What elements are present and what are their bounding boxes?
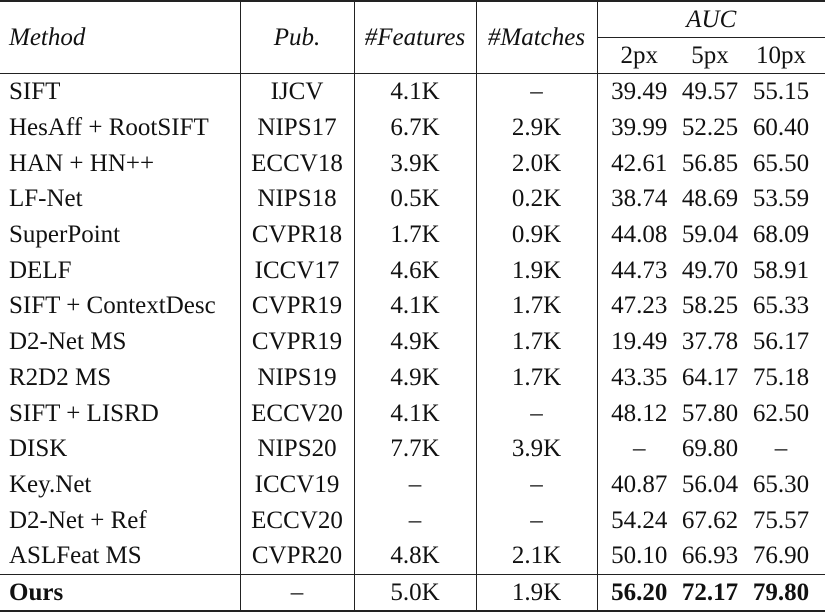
header-method: Method	[9, 24, 86, 51]
table-row	[0, 467, 825, 503]
table-row	[0, 145, 825, 181]
cell-method: SIFT + LISRD	[9, 399, 159, 427]
cell-features: 1.7K	[354, 217, 476, 253]
cell-features: 3.9K	[354, 145, 476, 181]
cell-auc-10px: 60.40	[752, 114, 810, 142]
cell-auc-2px: 56.20	[597, 574, 675, 611]
cell-auc-2px: 44.73	[597, 252, 675, 288]
cell-auc-2px: 38.74	[597, 181, 675, 217]
cell-method: DELF	[9, 256, 72, 284]
cell-auc-5px: 72.17	[681, 578, 739, 606]
cell-pub: ICCV17	[240, 252, 354, 288]
cell-matches: 2.9K	[476, 110, 597, 146]
cell-auc-10px: 65.50	[752, 149, 810, 177]
cell-pub: ECCV18	[240, 145, 354, 181]
cell-features: 5.0K	[354, 574, 476, 611]
cell-pub: IJCV	[240, 74, 354, 110]
cell-auc-5px: 52.25	[681, 114, 739, 142]
cell-method: HesAff + RootSIFT	[9, 114, 209, 142]
cell-method: LF-Net	[9, 185, 83, 213]
cell-pub: NIPS17	[240, 110, 354, 146]
cell-features: 6.7K	[354, 110, 476, 146]
cell-auc-10px: 76.90	[752, 542, 810, 570]
cell-matches: 1.9K	[476, 252, 597, 288]
cell-auc-2px: 19.49	[597, 324, 675, 360]
header-auc-5px: 5px	[691, 42, 729, 69]
cell-method: SuperPoint	[9, 221, 121, 249]
cell-auc-5px: 59.04	[681, 221, 739, 249]
cell-matches: 3.9K	[476, 431, 597, 467]
header-matches: #Matches	[476, 1, 597, 74]
cell-auc-5px: 37.78	[681, 328, 739, 356]
table-row	[0, 395, 825, 431]
header-pub: Pub.	[240, 1, 354, 74]
table-row	[0, 288, 825, 324]
cell-auc-2px: 42.61	[597, 145, 675, 181]
header-auc-2px: 2px	[597, 38, 675, 74]
header-auc-group: AUC	[597, 1, 825, 38]
cell-features: 4.8K	[354, 538, 476, 574]
cell-pub: ECCV20	[240, 502, 354, 538]
cell-auc-5px: 67.62	[681, 506, 739, 534]
cell-matches: 1.7K	[476, 288, 597, 324]
cell-method: SIFT	[9, 78, 61, 106]
cell-auc-5px: 64.17	[681, 363, 739, 391]
cell-auc-10px: –	[774, 435, 788, 463]
table-row	[0, 252, 825, 288]
cell-matches: –	[476, 502, 597, 538]
cell-auc-10px: 65.30	[752, 470, 810, 498]
cell-pub: CVPR19	[240, 324, 354, 360]
cell-matches: –	[476, 395, 597, 431]
header-auc-10px: 10px	[756, 42, 807, 69]
cell-auc-2px: 54.24	[597, 502, 675, 538]
cell-pub: ICCV19	[240, 467, 354, 503]
table-row	[0, 324, 825, 360]
cell-features: 0.5K	[354, 181, 476, 217]
cell-pub: CVPR19	[240, 288, 354, 324]
cell-auc-2px: 48.12	[597, 395, 675, 431]
cell-features: –	[354, 502, 476, 538]
cell-auc-2px: 47.23	[597, 288, 675, 324]
cell-auc-2px: 39.99	[597, 110, 675, 146]
cell-features: 7.7K	[354, 431, 476, 467]
cell-matches: 0.9K	[476, 217, 597, 253]
cell-method: HAN + HN++	[9, 149, 155, 177]
cell-features: 4.1K	[354, 74, 476, 110]
cell-auc-10px: 65.33	[752, 292, 810, 320]
cell-pub: CVPR18	[240, 217, 354, 253]
cell-auc-5px: 49.70	[681, 256, 739, 284]
cell-auc-5px: 49.57	[681, 78, 739, 106]
cell-pub: –	[240, 574, 354, 611]
cell-matches: 0.2K	[476, 181, 597, 217]
cell-auc-10px: 56.17	[752, 328, 810, 356]
cell-features: 4.1K	[354, 288, 476, 324]
table-row	[0, 538, 825, 574]
cell-auc-2px: 44.08	[597, 217, 675, 253]
header-features: #Features	[354, 1, 476, 74]
cell-auc-5px: 56.85	[681, 149, 739, 177]
cell-pub: NIPS19	[240, 360, 354, 396]
cell-features: 4.6K	[354, 252, 476, 288]
cell-auc-10px: 68.09	[752, 221, 810, 249]
cell-auc-2px: 39.49	[597, 74, 675, 110]
cell-matches: –	[476, 74, 597, 110]
cell-matches: –	[476, 467, 597, 503]
cell-features: 4.9K	[354, 324, 476, 360]
cell-method: R2D2 MS	[9, 363, 112, 391]
cell-pub: NIPS18	[240, 181, 354, 217]
cell-method: SIFT + ContextDesc	[9, 292, 216, 320]
table-row	[0, 360, 825, 396]
table-row	[0, 110, 825, 146]
cell-auc-2px: 43.35	[597, 360, 675, 396]
cell-auc-10px: 58.91	[752, 256, 810, 284]
cell-features: 4.1K	[354, 395, 476, 431]
cell-pub: ECCV20	[240, 395, 354, 431]
cell-method: Key.Net	[9, 470, 92, 498]
cell-pub: CVPR20	[240, 538, 354, 574]
table-row	[0, 431, 825, 467]
table-row-ours	[0, 574, 825, 611]
cell-auc-10px: 53.59	[752, 185, 810, 213]
cell-auc-10px: 75.57	[752, 506, 810, 534]
cell-auc-2px: –	[597, 431, 675, 467]
cell-auc-5px: 57.80	[681, 399, 739, 427]
cell-method: D2-Net MS	[9, 328, 127, 356]
cell-auc-5px: 48.69	[681, 185, 739, 213]
cell-matches: 1.7K	[476, 360, 597, 396]
cell-method: ASLFeat MS	[9, 542, 142, 570]
cell-auc-10px: 55.15	[752, 78, 810, 106]
table-row	[0, 217, 825, 253]
cell-matches: 1.7K	[476, 324, 597, 360]
cell-features: –	[354, 467, 476, 503]
cell-pub: NIPS20	[240, 431, 354, 467]
table-header	[0, 1, 825, 74]
cell-method: D2-Net + Ref	[9, 506, 147, 534]
cell-method: Ours	[9, 578, 64, 606]
cell-auc-10px: 62.50	[752, 399, 810, 427]
cell-auc-10px: 75.18	[752, 363, 810, 391]
cell-auc-5px: 66.93	[681, 542, 739, 570]
table-row	[0, 181, 825, 217]
cell-features: 4.9K	[354, 360, 476, 396]
cell-auc-2px: 50.10	[597, 538, 675, 574]
cell-method: DISK	[9, 435, 68, 463]
cell-auc-5px: 56.04	[681, 470, 739, 498]
table-row	[0, 502, 825, 538]
cell-auc-2px: 40.87	[597, 467, 675, 503]
table-row	[0, 74, 825, 110]
cell-auc-10px: 79.80	[752, 578, 810, 606]
cell-auc-5px: 69.80	[681, 435, 739, 463]
cell-matches: 2.1K	[476, 538, 597, 574]
cell-matches: 1.9K	[476, 574, 597, 611]
table-body	[0, 74, 825, 612]
cell-matches: 2.0K	[476, 145, 597, 181]
cell-auc-5px: 58.25	[681, 292, 739, 320]
